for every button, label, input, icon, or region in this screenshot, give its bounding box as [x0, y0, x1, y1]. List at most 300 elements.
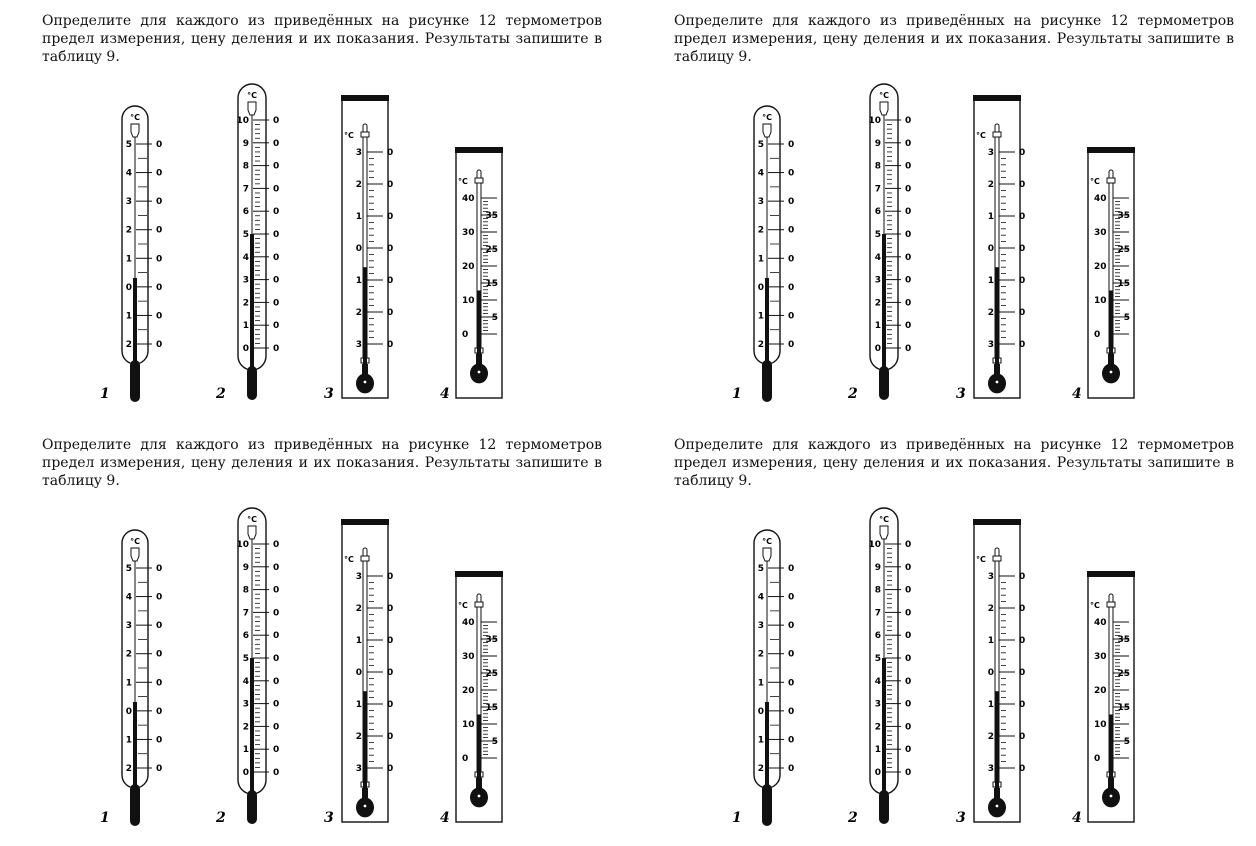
scale-label: 2 — [355, 308, 362, 318]
scale-label: 0 — [387, 668, 394, 678]
unit-label: °C — [762, 537, 772, 546]
scale-label: 3 — [355, 764, 362, 774]
scale-label: 3 — [355, 572, 362, 582]
scale-label: 0 — [1094, 330, 1101, 340]
scale-label: 8 — [242, 585, 249, 596]
liquid-column — [765, 278, 769, 364]
scale-label: 10 — [236, 116, 249, 126]
scale-label: 0 — [788, 340, 795, 350]
scale-label: 3 — [757, 197, 764, 208]
scale-label: 1 — [757, 311, 764, 322]
liquid-column — [363, 267, 367, 364]
scale-label: 1 — [242, 321, 249, 332]
task-text: Определите для каждого из приведённых на рисунке 12 термометров предел измерения, цену деления и их показания. Результаты запишите в таблицу 9. — [42, 437, 602, 489]
scale-label: 5 — [125, 140, 132, 150]
thermometer-number: 3 — [956, 810, 966, 826]
scale-label: 5 — [757, 140, 764, 150]
scale-label: 4 — [757, 168, 764, 179]
scale-label: 0 — [273, 631, 280, 642]
scale-label: 25 — [1117, 669, 1130, 679]
scale-label: 2 — [757, 340, 764, 350]
scale-label: 1 — [125, 735, 132, 746]
scale-label: 0 — [905, 562, 912, 573]
scale-label: 9 — [874, 138, 881, 149]
scale-label: 0 — [1019, 276, 1026, 286]
liquid-column — [1109, 290, 1113, 354]
scale-label: 4 — [874, 676, 881, 687]
scale-label: 0 — [273, 252, 280, 263]
scale-label: 9 — [874, 562, 881, 573]
thermometer-number: 4 — [1072, 386, 1082, 402]
scale-label: 2 — [757, 764, 764, 774]
scale-label: 1 — [987, 700, 994, 710]
unit-label: °C — [762, 113, 772, 122]
scale-label: 1 — [355, 636, 362, 646]
scale-label: 0 — [788, 764, 795, 774]
scale-label: 0 — [387, 148, 394, 158]
scale-label: 0 — [387, 180, 394, 190]
scale-label: 0 — [156, 254, 163, 265]
scale-label: 0 — [273, 138, 280, 149]
scale-label: 3 — [125, 621, 132, 632]
scale-label: 20 — [462, 262, 475, 272]
liquid-column — [477, 714, 481, 778]
scale-label: 3 — [987, 572, 994, 582]
scale-label: 40 — [1094, 618, 1107, 628]
thermometers-figure — [674, 436, 1234, 836]
scale-label: 0 — [156, 168, 163, 179]
scale-label: 5 — [1123, 313, 1130, 323]
liquid-column — [1109, 714, 1113, 778]
scale-label: 3 — [874, 699, 881, 710]
scale-label: 1 — [874, 321, 881, 332]
scale-label: 0 — [387, 340, 394, 350]
scale-label: 3 — [987, 764, 994, 774]
scale-label: 8 — [874, 585, 881, 596]
scale-label: 0 — [1019, 148, 1026, 158]
scale-label: 5 — [125, 564, 132, 574]
scale-label: 0 — [788, 197, 795, 208]
thermometer-number: 1 — [100, 810, 110, 826]
scale-label: 3 — [757, 621, 764, 632]
scale-label: 3 — [874, 275, 881, 286]
scale-label: 10 — [1094, 296, 1107, 306]
thermometer-bulb — [762, 360, 772, 402]
thermometer-number: 2 — [216, 810, 226, 826]
scale-label: 0 — [242, 768, 249, 778]
thermometer-number: 3 — [324, 810, 334, 826]
task-text: Определите для каждого из приведённых на рисунке 12 термометров предел измерения, цену деления и их показания. Результаты запишите в таблицу 9. — [42, 13, 602, 65]
thermometer-4 — [1072, 147, 1135, 402]
scale-label: 0 — [387, 244, 394, 254]
thermometer-2 — [215, 84, 279, 402]
unit-label: °C — [344, 131, 354, 140]
thermometer-bulb — [762, 784, 772, 826]
liquid-column — [995, 691, 999, 788]
unit-label: °C — [879, 515, 889, 524]
scale-label: 0 — [273, 207, 280, 218]
scale-label: 0 — [905, 676, 912, 687]
scale-label: 2 — [987, 308, 994, 318]
liquid-column — [995, 267, 999, 364]
scale-label: 0 — [273, 562, 280, 573]
scale-label: 2 — [125, 764, 132, 774]
exercise-panel-top-right — [674, 12, 1256, 422]
scale-label: 0 — [905, 699, 912, 710]
thermometer-bulb — [247, 366, 257, 400]
scale-label: 0 — [1019, 180, 1026, 190]
scale-label: 25 — [1117, 245, 1130, 255]
scale-label: 40 — [462, 618, 475, 628]
scale-label: 6 — [874, 207, 881, 218]
scale-label: 0 — [273, 768, 280, 778]
scale-label: 20 — [1094, 686, 1107, 696]
scale-label: 3 — [355, 340, 362, 350]
thermometers-figure — [42, 12, 602, 412]
scale-label: 9 — [242, 138, 249, 149]
thermometer-number: 2 — [848, 810, 858, 826]
scale-label: 9 — [242, 562, 249, 573]
scale-label: 5 — [874, 654, 881, 664]
scale-label: 2 — [874, 722, 881, 733]
scale-label: 3 — [987, 340, 994, 350]
scale-label: 2 — [125, 649, 132, 660]
scale-label: 0 — [387, 276, 394, 286]
scale-label: 1 — [757, 678, 764, 689]
scale-label: 0 — [1094, 754, 1101, 764]
thermometer-bulb — [130, 360, 140, 402]
unit-label: °C — [247, 515, 257, 524]
scale-label: 0 — [387, 636, 394, 646]
scale-label: 1 — [355, 276, 362, 286]
scale-label: 40 — [1094, 194, 1107, 204]
scale-label: 0 — [387, 700, 394, 710]
scale-label: 2 — [987, 604, 994, 614]
scale-label: 10 — [462, 296, 475, 306]
scale-label: 6 — [242, 207, 249, 218]
unit-label: °C — [130, 537, 140, 546]
scale-label: 0 — [788, 706, 795, 717]
exercise-panel-bottom-right — [674, 436, 1256, 846]
scale-label: 4 — [242, 252, 249, 263]
scale-label: 2 — [355, 604, 362, 614]
scale-label: 0 — [1019, 636, 1026, 646]
scale-label: 1 — [757, 735, 764, 746]
scale-label: 0 — [1019, 764, 1026, 774]
scale-label: 10 — [1094, 720, 1107, 730]
scale-label: 0 — [273, 230, 280, 240]
exercise-panel-bottom-left — [42, 436, 642, 846]
scale-label: 20 — [1094, 262, 1107, 272]
scale-label: 0 — [905, 116, 912, 126]
liquid-column — [765, 702, 769, 788]
scale-label: 0 — [273, 298, 280, 309]
scale-label: 15 — [485, 279, 498, 289]
scale-label: 0 — [1019, 604, 1026, 614]
thermometer-1 — [732, 106, 794, 402]
liquid-column — [250, 234, 254, 370]
thermometer-number: 2 — [216, 386, 226, 402]
scale-label: 5 — [491, 313, 498, 323]
thermometer-bulb — [879, 790, 889, 824]
scale-label: 0 — [273, 608, 280, 619]
scale-label: 5 — [1123, 737, 1130, 747]
scale-label: 7 — [874, 184, 881, 195]
scale-label: 7 — [242, 608, 249, 619]
scale-label: 2 — [757, 649, 764, 660]
scale-label: 0 — [905, 768, 912, 778]
scale-label: 0 — [987, 668, 994, 678]
thermometer-number: 4 — [440, 810, 450, 826]
scale-label: 7 — [874, 608, 881, 619]
scale-label: 0 — [387, 572, 394, 582]
scale-label: 0 — [905, 585, 912, 596]
scale-label: 0 — [788, 282, 795, 293]
thermometer-3 — [956, 519, 1025, 826]
scale-label: 30 — [462, 228, 475, 238]
scale-label: 0 — [125, 282, 132, 293]
thermometer-number: 1 — [732, 810, 742, 826]
scale-label: 1 — [242, 745, 249, 756]
scale-label: 0 — [273, 676, 280, 687]
scale-label: 0 — [788, 564, 795, 574]
scale-label: 0 — [905, 298, 912, 309]
liquid-column — [133, 278, 137, 364]
scale-label: 1 — [125, 254, 132, 265]
scale-label: 0 — [1019, 572, 1026, 582]
scale-label: 0 — [905, 540, 912, 550]
scale-label: 0 — [1019, 668, 1026, 678]
scale-label: 0 — [273, 722, 280, 733]
scale-label: 5 — [242, 654, 249, 664]
scale-label: 30 — [1094, 652, 1107, 662]
thermometer-number: 3 — [324, 386, 334, 402]
scale-label: 0 — [156, 706, 163, 717]
scale-label: 0 — [462, 330, 469, 340]
scale-label: 15 — [485, 703, 498, 713]
scale-label: 0 — [757, 282, 764, 293]
thermometer-2 — [215, 508, 279, 826]
scale-label: 0 — [1019, 340, 1026, 350]
scale-label: 0 — [905, 184, 912, 195]
thermometer-2 — [847, 508, 911, 826]
unit-label: °C — [1090, 177, 1100, 186]
scale-label: 0 — [1019, 732, 1026, 742]
thermometer-1 — [100, 530, 162, 826]
scale-label: 0 — [273, 184, 280, 195]
scale-label: 0 — [156, 340, 163, 350]
scale-label: 2 — [987, 732, 994, 742]
thermometers-figure — [674, 12, 1234, 412]
scale-label: 0 — [788, 254, 795, 265]
scale-label: 0 — [125, 706, 132, 717]
thermometer-number: 3 — [956, 386, 966, 402]
unit-label: °C — [1090, 601, 1100, 610]
thermometer-3 — [324, 519, 393, 826]
scale-label: 0 — [156, 592, 163, 603]
scale-label: 2 — [987, 180, 994, 190]
scale-label: 0 — [387, 764, 394, 774]
scale-label: 40 — [462, 194, 475, 204]
scale-label: 0 — [156, 678, 163, 689]
scale-label: 0 — [874, 344, 881, 354]
liquid-column — [477, 290, 481, 354]
exercise-panel-top-left — [42, 12, 642, 422]
liquid-column — [250, 658, 254, 794]
scale-label: 8 — [874, 161, 881, 172]
scale-label: 0 — [273, 654, 280, 664]
scale-label: 3 — [987, 148, 994, 158]
scale-label: 2 — [242, 298, 249, 309]
scale-label: 0 — [874, 768, 881, 778]
scale-label: 8 — [242, 161, 249, 172]
scale-label: 0 — [387, 732, 394, 742]
scale-label: 4 — [757, 592, 764, 603]
thermometer-number: 1 — [100, 386, 110, 402]
scale-label: 25 — [485, 669, 498, 679]
thermometer-3 — [956, 95, 1025, 402]
scale-label: 0 — [355, 668, 362, 678]
unit-label: °C — [247, 91, 257, 100]
scale-label: 0 — [273, 275, 280, 286]
scale-label: 0 — [1019, 308, 1026, 318]
scale-label: 0 — [273, 344, 280, 354]
scale-label: 0 — [905, 722, 912, 733]
scale-label: 0 — [905, 608, 912, 619]
liquid-column — [882, 234, 886, 370]
unit-label: °C — [458, 177, 468, 186]
thermometer-2 — [847, 84, 911, 402]
scale-label: 0 — [905, 321, 912, 332]
scale-label: 3 — [355, 148, 362, 158]
scale-label: 5 — [491, 737, 498, 747]
scale-label: 0 — [1019, 700, 1026, 710]
unit-label: °C — [976, 555, 986, 564]
scale-label: 30 — [462, 652, 475, 662]
thermometer-bulb — [130, 784, 140, 826]
scale-label: 0 — [156, 649, 163, 660]
scale-label: 35 — [1117, 635, 1130, 645]
scale-label: 0 — [462, 754, 469, 764]
thermometer-3 — [324, 95, 393, 402]
scale-label: 0 — [788, 649, 795, 660]
scale-label: 0 — [788, 225, 795, 236]
scale-label: 2 — [355, 180, 362, 190]
liquid-column — [363, 691, 367, 788]
scale-label: 0 — [905, 631, 912, 642]
scale-label: 0 — [1019, 212, 1026, 222]
scale-label: 0 — [788, 311, 795, 322]
scale-label: 7 — [242, 184, 249, 195]
scale-label: 4 — [874, 252, 881, 263]
scale-label: 0 — [905, 745, 912, 756]
scale-label: 15 — [1117, 279, 1130, 289]
scale-label: 0 — [905, 230, 912, 240]
scale-label: 0 — [156, 621, 163, 632]
scale-label: 0 — [788, 140, 795, 150]
task-text: Определите для каждого из приведённых на рисунке 12 термометров предел измерения, цену деления и их показания. Результаты запишите в таблицу 9. — [674, 13, 1234, 65]
scale-label: 2 — [242, 722, 249, 733]
scale-label: 0 — [905, 275, 912, 286]
scale-label: 30 — [1094, 228, 1107, 238]
scale-label: 0 — [156, 564, 163, 574]
scale-label: 2 — [125, 225, 132, 236]
scale-label: 35 — [1117, 211, 1130, 221]
scale-label: 0 — [273, 161, 280, 172]
scale-label: 1 — [987, 212, 994, 222]
scale-label: 0 — [788, 735, 795, 746]
thermometer-number: 1 — [732, 386, 742, 402]
scale-label: 0 — [987, 244, 994, 254]
scale-label: 0 — [905, 654, 912, 664]
scale-label: 0 — [156, 311, 163, 322]
scale-label: 35 — [485, 211, 498, 221]
scale-label: 0 — [156, 225, 163, 236]
scale-label: 0 — [156, 197, 163, 208]
scale-label: 35 — [485, 635, 498, 645]
scale-label: 0 — [905, 161, 912, 172]
thermometers-figure — [42, 436, 602, 836]
scale-label: 0 — [273, 699, 280, 710]
thermometer-4 — [1072, 571, 1135, 826]
thermometer-number: 4 — [440, 386, 450, 402]
scale-label: 0 — [757, 706, 764, 717]
scale-label: 6 — [242, 631, 249, 642]
scale-label: 10 — [868, 540, 881, 550]
scale-label: 10 — [462, 720, 475, 730]
scale-label: 4 — [242, 676, 249, 687]
scale-label: 0 — [1019, 244, 1026, 254]
scale-label: 1 — [987, 276, 994, 286]
scale-label: 5 — [874, 230, 881, 240]
scale-label: 2 — [355, 732, 362, 742]
scale-label: 3 — [242, 275, 249, 286]
scale-label: 15 — [1117, 703, 1130, 713]
liquid-column — [133, 702, 137, 788]
scale-label: 0 — [788, 621, 795, 632]
scale-label: 0 — [156, 140, 163, 150]
scale-label: 1 — [355, 212, 362, 222]
thermometer-bulb — [879, 366, 889, 400]
scale-label: 10 — [236, 540, 249, 550]
scale-label: 5 — [242, 230, 249, 240]
scale-label: 1 — [874, 745, 881, 756]
scale-label: 0 — [387, 604, 394, 614]
scale-label: 0 — [905, 252, 912, 263]
scale-label: 0 — [905, 344, 912, 354]
scale-label: 4 — [125, 592, 132, 603]
scale-label: 0 — [788, 678, 795, 689]
thermometer-4 — [440, 571, 503, 826]
scale-label: 0 — [273, 745, 280, 756]
unit-label: °C — [976, 131, 986, 140]
thermometer-1 — [732, 530, 794, 826]
scale-label: 0 — [905, 138, 912, 149]
scale-label: 20 — [462, 686, 475, 696]
scale-label: 0 — [273, 116, 280, 126]
scale-label: 0 — [156, 282, 163, 293]
scale-label: 0 — [273, 540, 280, 550]
scale-label: 0 — [355, 244, 362, 254]
liquid-column — [882, 658, 886, 794]
scale-label: 6 — [874, 631, 881, 642]
scale-label: 0 — [788, 592, 795, 603]
unit-label: °C — [879, 91, 889, 100]
scale-label: 5 — [757, 564, 764, 574]
unit-label: °C — [130, 113, 140, 122]
scale-label: 25 — [485, 245, 498, 255]
unit-label: °C — [458, 601, 468, 610]
